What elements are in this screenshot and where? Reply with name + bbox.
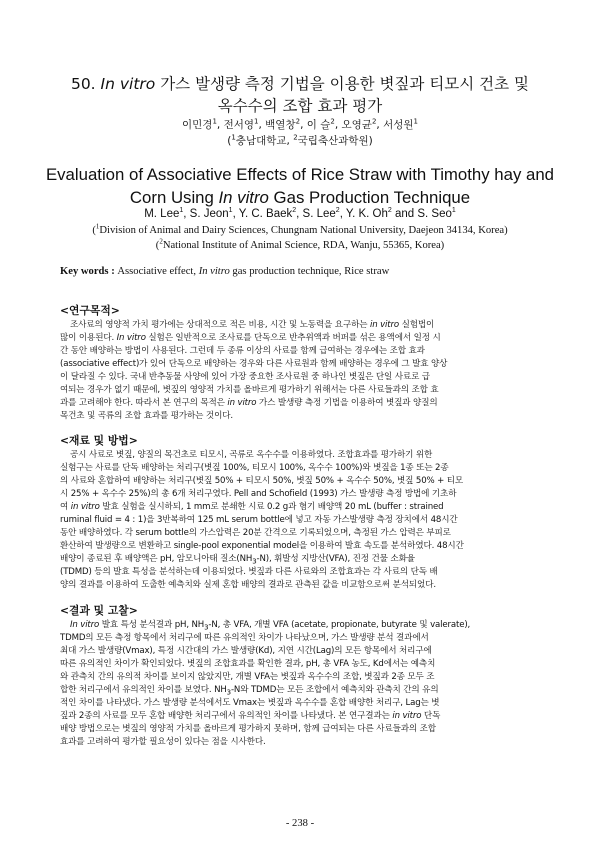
- methods-line: 동안 배양하였다. 각 serum bottle의 가스압력은 20분 간격으로 기록되었으며, 측정된 가스 압력은 부피로: [60, 528, 451, 538]
- methods-line: 양의 결과를 이용하여 도출한 예측치와 실제 혼합 배양의 결과로 관측된 값을 비교함으로써 분석되었다.: [60, 580, 436, 590]
- results-line: In vitro 발효 특성 분석결과 pH, $NH_3-N$, 총 VFA, 개별 VFA (acetate, propionate, butyrate 및 valerate),: [70, 620, 471, 632]
- english-title: [20, 163, 580, 209]
- page-number: - 238 -: [285, 818, 315, 829]
- objective-line: 여되는 경우가 없기 때문에, 볏짚의 영양적 가치를 올바르게 평가하기 위해서는 다른 사료들과의 조합 효: [60, 385, 439, 395]
- methods-line: 실험구는 사료를 단독 배양하는 처리구(볏짚 100%, 티모시 100%, 옥수수 100%)와 볏짚을 1종 또는 2종: [60, 463, 449, 473]
- methods-line: 공시 사료로 볏짚, 양질의 목건초로 티모시, 곡류로 옥수수를 이용하였다. 조합효과를 평가하기 위한: [70, 450, 433, 460]
- objective-line: 이 달라질 수 있다. 국내 반추동물 사양에 있어 가장 중요한 조사료원 중 하나인 볏짚은 단일 사료로 급: [60, 372, 430, 382]
- results-line: 배양 방법으로는 볏짚의 영양적 가치를 올바르게 평가하지 못하며, 함께 급여되는 다른 사료들과의 조합: [60, 724, 436, 734]
- english-authors: M. Lee$^1$, S. Jeon$^1$, Y. C. Baek$^2$, S. Lee$^2$, Y. K. Oh$^2$ and S. Seo$^1$: [144, 207, 456, 220]
- methods-line: 시 25% + 옥수수 25%)의 총 6개 처리구였다. Pell and Schofield (1993) 가스 발생량 측정 방법에 기초하: [60, 489, 457, 499]
- korean-title: [40, 73, 560, 117]
- korean-title-line-2: 옥수수의 조합 효과 평가: [217, 97, 383, 115]
- objective-line: 많이 이용된다. In vitro 실험은 일반적으로 조사료를 단독으로 반추위액과 버퍼를 섞은 용액에서 일정 시: [60, 333, 441, 343]
- results-line: 따른 유의적인 차이가 확인되었다. 볏짚의 조합효과를 확인한 결과, pH, 총 VFA 농도, Kd에서는 예측치: [60, 659, 436, 669]
- objective-line: 간 동안 배양하는 방법이 사용된다. 그런데 두 종류 이상의 사료를 함께 급여하는 경우에는 조합 효과: [60, 346, 425, 356]
- objective-line: (associative effect)가 있어 단독으로 배양하는 경우와 다른 사료원과 함께 배양하는 경우에 그 발효 양상: [60, 359, 448, 369]
- english-affiliation-1: ($^1$Division of Animal and Dairy Sciences, Chungnam National University, Daejeon 34134, Korea): [92, 222, 508, 236]
- korean-authors: 이민경$^1$, 전서영$^1$, 백열창$^2$, 이 슬$^2$, 오영균$^2$, 서성원$^1$: [182, 117, 418, 131]
- methods-line: 의 사료와 혼합하여 배양하는 처리구(볏짚 50% + 티모시 50%, 볏짚 50% + 옥수수 50%, 볏짚 50% + 티모: [60, 476, 464, 486]
- section-heading-objective: <연구목적>: [60, 304, 120, 317]
- methods-line: ruminal fluid = 4 : 1)을 3반복하여 125 mL serum bottle에 넣고 자동 가스발생량 측정 장치에서 48시간: [60, 515, 458, 525]
- results-line: 효과를 고려하여 평가할 필요성이 있다는 점을 시사한다.: [60, 737, 266, 747]
- english-title-line-1: Evaluation of Associative Effects of Rice Straw with Timothy hay and: [45, 165, 555, 184]
- results-line: 합한 처리구에서 유의적인 차이를 보였다. $NH_3-N$와 TDMD는 모든 조합에서 예측치와 관측치 간의 유의: [60, 685, 439, 697]
- section-heading-results: <결과 및 고찰>: [60, 604, 138, 617]
- methods-line: 배양이 종료된 후 배양액은 pH, 암모니아태 질소$(NH_3-N)$, 휘발성 지방산(VFA), 진정 건물 소화율: [60, 554, 415, 566]
- keywords-label: Key words :: [60, 266, 118, 277]
- methods-line: 여 in vitro 발효 실험을 실시하되, 1 mm로 분쇄한 시료 0.2 g과 혐기 배양액 20 mL (buffer : strained: [60, 502, 444, 512]
- results-line: 최대 가스 발생량(Vmax), 특정 시간대의 가스 발생량(Kd), 지연 시간(Lag)의 모든 항목에서 처리구에: [60, 646, 432, 656]
- results-line: 적인 차이를 나타냈다. 가스 발생량 분석에서도 Vmax는 볏짚과 옥수수를 혼합 배양한 처리구, Lag는 볏: [60, 698, 440, 708]
- korean-affiliations: ($^1$충남대학교, $^2$국립축산과학원): [227, 133, 373, 147]
- keywords: Key words : Associative effect, In vitro gas production technique, Rice straw: [60, 266, 390, 277]
- methods-line: (TDMD) 등의 발효 특성을 분석하는데 이용되었다. 볏짚과 다른 사료와의 조합효과는 각 사료의 단독 배: [60, 567, 438, 577]
- section-heading-methods: <재료 및 방법>: [60, 434, 138, 447]
- results-line: 짚과 2종의 사료를 모두 혼합 배양한 처리구에서 유의적인 차이를 나타냈다. 본 연구결과는 in vitro 단독: [60, 711, 441, 721]
- korean-title-line-1: 50. In vitro 가스 발생량 측정 기법을 이용한 볏짚과 티모시 건초 및: [70, 75, 530, 93]
- results-line: TDMD의 모든 측정 항목에서 처리구에 따른 유의적인 차이가 나타났으며, 가스 발생량 분석 결과에서: [60, 633, 429, 643]
- results-line: 와 관측치 간의 유의적 차이를 보이지 않았지만, 개별 VFA는 볏짚과 옥수수의 조합, 볏짚과 2종 모두 조: [60, 672, 435, 682]
- methods-line: 환산하여 발생량으로 변환하고 single-pool exponential model을 이용하여 발효 속도를 분석하였다. 48시간: [60, 541, 464, 551]
- objective-line: 목건초 및 곡류의 조합 효과를 평가하는 것이다.: [60, 411, 233, 421]
- objective-line: 조사료의 영양적 가치 평가에는 상대적으로 적은 비용, 시간 및 노동력을 요구하는 in vitro 실험법이: [70, 320, 435, 330]
- english-title-line-2: Corn Using In vitro Gas Production Technique: [129, 188, 471, 207]
- english-affiliation-2: ($^2$National Institute of Animal Science, RDA, Wanju, 55365, Korea): [155, 237, 445, 251]
- objective-line: 과를 고려해야 한다. 따라서 본 연구의 목적은 in vitro 가스 발생량 측정 기법을 이용하여 볏짚과 양질의: [60, 398, 438, 408]
